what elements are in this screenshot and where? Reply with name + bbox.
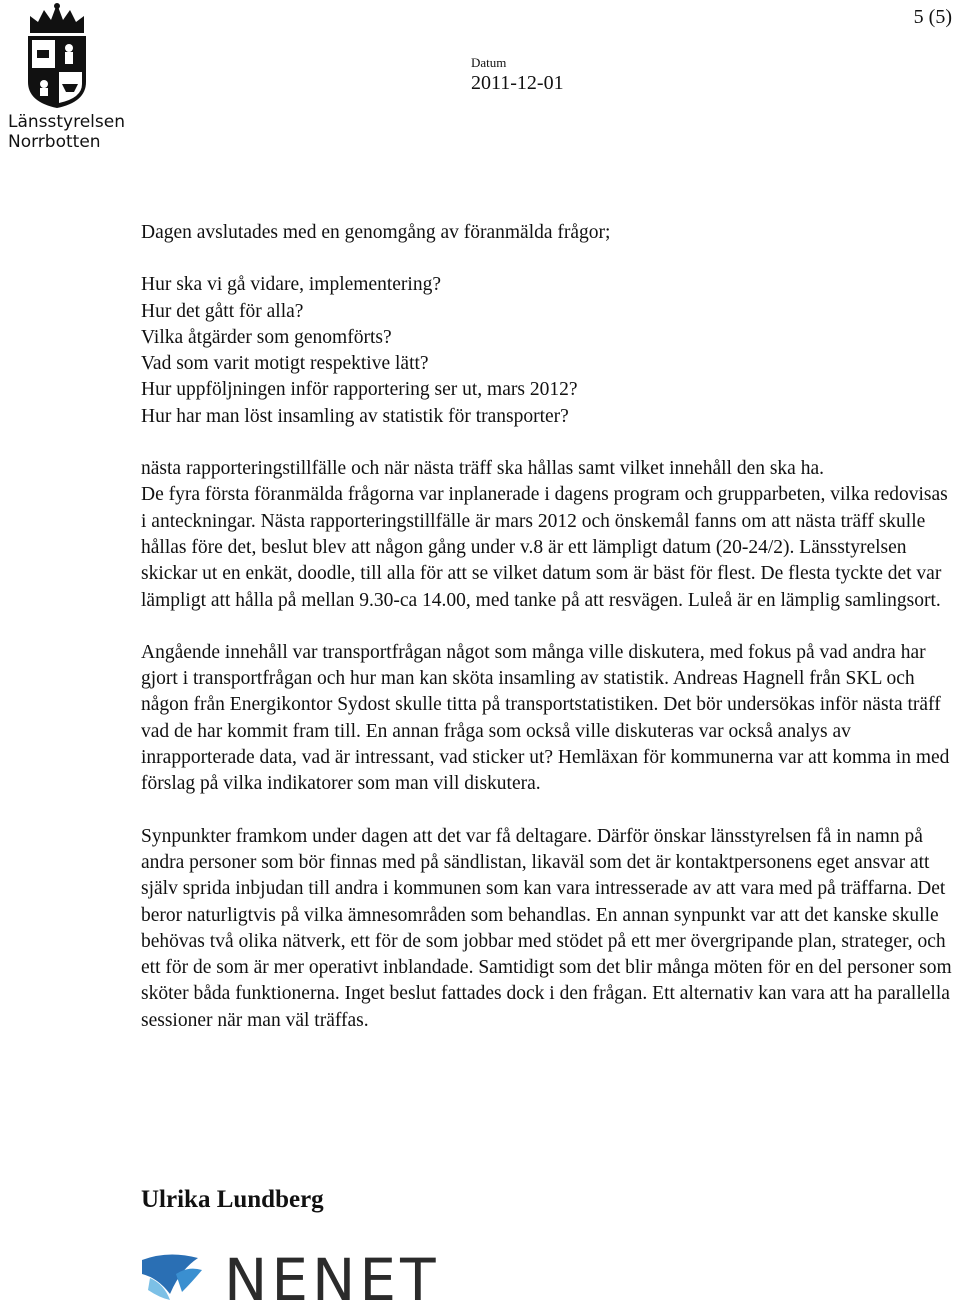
question-list (141, 272, 956, 430)
org-logo (8, 2, 125, 152)
date-value: 2011-12-01 (471, 72, 564, 94)
org-name-line2: Norrbotten (8, 132, 101, 152)
date-label: Datum (471, 55, 507, 70)
question-item: Hur har man löst insamling av statistik för transporter? (141, 405, 569, 427)
question-item: Hur ska vi gå vidare, implementering? (141, 274, 441, 296)
date-block (471, 56, 564, 96)
question-item: Hur uppföljningen inför rapportering ser ut, mars 2012? (141, 379, 578, 401)
question-item: Vad som varit motigt respektive lätt? (141, 353, 429, 375)
paragraph-1-body: De fyra första föranmälda frågorna var inplanerade i dagens program och grupparbeten, vilka redovisas i anteckningar. Nästa rapporteringstillfälle är mars 2012 och önskemål fanns om att nästa träff skulle hållas före det, beslut blev att någon gång under v.8 är ett lämpligt datum (20-24/2). Länsstyrelsen skickar ut en enkät, doodle, till alla för att se vilket datum som är bäst för flest. De flesta tyckte det var lämpligt att hålla på mellan 9.30-ca 14.00, med tanke på att resvägen. Luleå är en lämplig samlingsort. (141, 484, 948, 611)
coat-of-arms-icon (22, 2, 92, 110)
paragraph-1-lead: nästa rapporteringstillfälle och när nästa träff ska hållas samt vilket innehåll den ska ha. (141, 458, 824, 480)
paragraph-2: Angående innehåll var transportfrågan något som många ville diskutera, med fokus på vad andra har gjort i transportfrågan och hur man kan sköta insamling av statistik. Andreas Hagnell från SKL och någon från Energikontor Sydost skulle titta på transportstatistiken. Det bör undersökas inför nästa träff vad de har kommit fram till. En annan fråga som också ville diskuteras var också analys av inrapporterade data, vad är intressant, vad sticker ut? Hemläxan för kommunerna var att komma in med förslag på vilka indikatorer som man vill diskutera. (141, 641, 950, 795)
page-number: 5 (5) (913, 6, 952, 28)
document-body (141, 220, 956, 1060)
question-item: Vilka åtgärder som genomförts? (141, 326, 392, 348)
paragraph-1 (141, 456, 956, 614)
org-name-line1: Länsstyrelsen (8, 112, 125, 132)
paragraph-3: Synpunkter framkom under dagen att det var få deltagare. Därför önskar länsstyrelsen få in namn på andra personer som bör finnas med på sändlistan, likaväl som det är kontaktpersonens eget ansvar att själv sprida inbjudan till andra i kommunen som kan vara intresserade av att vara med på träffarna. Det beror naturligtvis på vilka ämnesområden som behandlas. En annan synpunkt var att det kanske skulle behövas två olika nätverk, ett för de som jobbar med stödet på ett mer övergripande plan, strateger, och ett för de som är mer operativt inblandade. Samtidigt som det blir många möten för en del personer som sköter båda funktionerna. Inget beslut fattades dock i den frågan. Ett alternativ kan vara att ha parallella sessioner när man väl träffas. (141, 825, 952, 1031)
signature-name: Ulrika Lundberg (141, 1186, 324, 1213)
question-item: Hur det gått för alla? (141, 300, 304, 322)
intro-text: Dagen avslutades med en genomgång av föranmälda frågor; (141, 222, 611, 243)
nenet-wordmark: NENET (224, 1248, 440, 1304)
nenet-logo (140, 1248, 470, 1304)
